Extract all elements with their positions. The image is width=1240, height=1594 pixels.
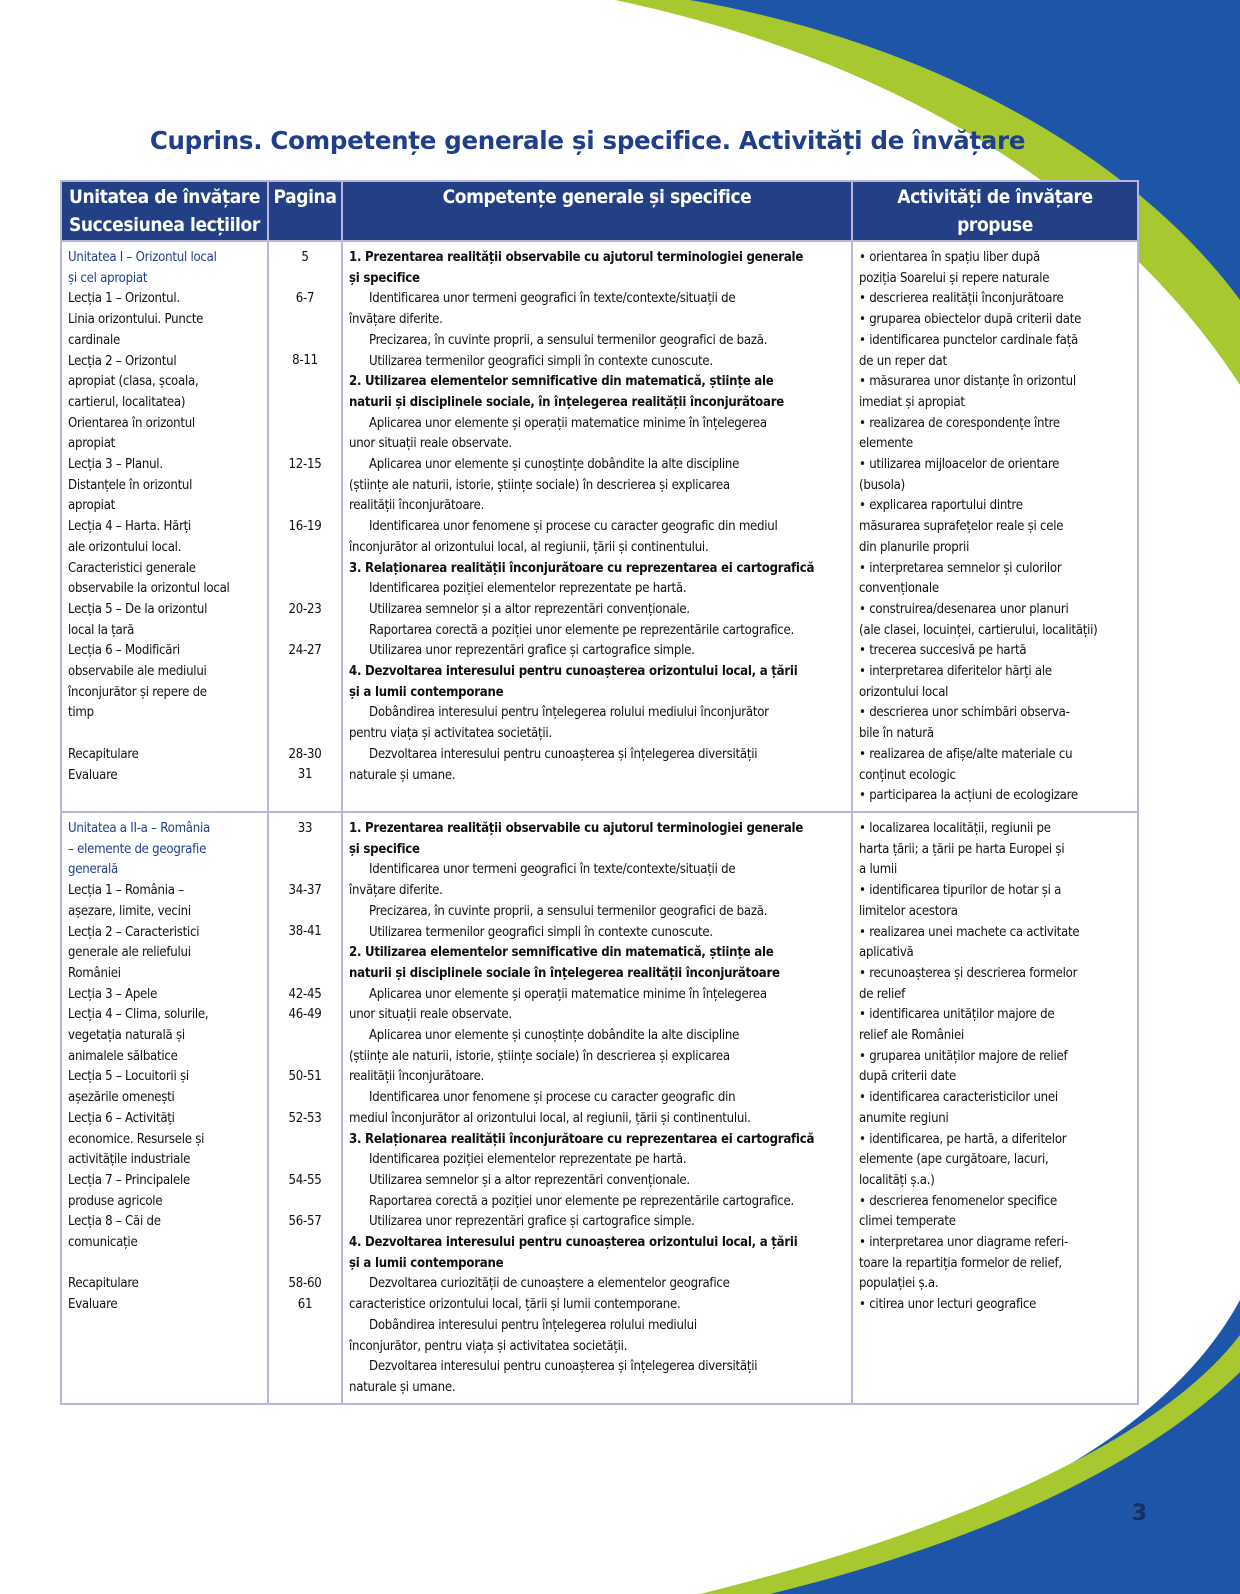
lesson-line: Orientarea în orizontul (68, 415, 195, 431)
header-unit: Unitatea de învățare Succesiunea lecțiilor (61, 181, 268, 241)
page-ref: 58-60 (288, 1276, 322, 1292)
spacer (271, 579, 339, 600)
activity-line: convenționale (859, 581, 939, 597)
activity-line: • interpretarea semnelor și culorilor (859, 560, 1062, 576)
competence-specific-line: învățare diferite. (349, 883, 443, 899)
table-header-row (61, 181, 1138, 241)
lesson-line: ale orizontului local. (68, 539, 182, 555)
unit-lessons-cell (61, 812, 268, 1404)
activity-line: (ale clasei, locuinței, cartierului, localității) (859, 622, 1098, 638)
competence-specific-line: unor situații reale observate. (349, 1007, 512, 1023)
activity-line: • identificarea punctelor cardinale față (859, 332, 1078, 348)
competence-specific-line: Identificarea unor fenomene și procese cu caracter geografic din mediul (369, 519, 778, 535)
lesson-line: Lecția 7 – Principalele (68, 1172, 190, 1188)
spacer (271, 703, 339, 724)
spacer (271, 1047, 339, 1068)
activity-line: • descrierea realității înconjurătoare (859, 291, 1064, 307)
unit-title-line: și cel apropiat (68, 270, 148, 286)
table-body (61, 241, 1138, 1404)
page-ref: 24-27 (288, 643, 322, 659)
unit-lessons-cell (61, 241, 268, 812)
competences-cell (342, 812, 852, 1404)
competence-general-line: 2. Utilizarea elementelor semnificative din matematică, științe ale (349, 374, 774, 390)
lesson-line: apropiat (68, 436, 116, 452)
activity-line: • realizarea de afișe/alte materiale cu (859, 746, 1073, 762)
activity-line: • identificarea unităților majore de (859, 1007, 1055, 1023)
spacer (271, 269, 339, 290)
lesson-line: Evaluare (68, 767, 118, 783)
competence-general-line: 3. Relaționarea realității înconjurătoare cu reprezentarea ei cartografică (349, 560, 815, 576)
activity-line: conținut ecologic (859, 767, 956, 783)
lesson-line: cartierul, localitatea) (68, 394, 186, 410)
activity-line: • realizarea de corespondențe între (859, 415, 1060, 431)
page-ref: 52-53 (288, 1110, 322, 1126)
activity-line: • interpretarea diferitelor hărți ale (859, 664, 1052, 680)
lesson-line: Lecția 6 – Activități (68, 1110, 175, 1126)
unit-title-line: Unitatea I – Orizontul local (68, 250, 217, 265)
activity-line: • identificarea, pe hartă, a diferitelor (859, 1131, 1067, 1147)
competence-specific-line: naturale și umane. (349, 1379, 456, 1395)
lesson-line: apropiat (clasa, școala, (68, 374, 199, 390)
lesson-line: animalele sălbatice (68, 1048, 178, 1064)
spacer (271, 331, 339, 352)
competence-specific-line: Utilizarea unor reprezentări grafice și cartografice simple. (369, 643, 695, 659)
competence-specific-line: realității înconjurătoare. (349, 498, 485, 514)
competence-general-line: naturii și disciplinele sociale, în înțelegerea realității înconjurătoare (349, 394, 785, 410)
lesson-line: Lecția 1 – România – (68, 883, 184, 899)
competence-specific-line: Utilizarea unor reprezentări grafice și cartografice simple. (369, 1214, 695, 1230)
lesson-line: Lecția 8 – Căi de (68, 1214, 161, 1230)
competence-general-line: 2. Utilizarea elementelor semnificative din matematică, științe ale (349, 945, 774, 961)
competence-specific-line: Utilizarea semnelor și a altor reprezentări convenționale. (369, 601, 690, 617)
page-ref: 54-55 (288, 1172, 322, 1188)
activity-line: din planurile proprii (859, 539, 970, 555)
activity-line: populației ș.a. (859, 1276, 939, 1292)
activity-line: • construirea/desenarea unor planuri (859, 601, 1069, 617)
competence-specific-line: Utilizarea termenilor geografici simpli în contexte cunoscute. (369, 353, 713, 369)
activity-line: poziția Soarelui și repere naturale (859, 270, 1050, 286)
header-competences: Competențe generale și specifice (342, 181, 852, 241)
lesson-line: vegetația naturală și (68, 1028, 185, 1044)
competence-specific-line: unor situații reale observate. (349, 436, 512, 452)
page-ref: 46-49 (288, 1007, 322, 1023)
competence-general-line: și specifice (349, 841, 420, 857)
spacer (68, 724, 261, 745)
page-number: 3 (1131, 1501, 1147, 1526)
page-ref: 34-37 (288, 883, 322, 899)
unit-title-line: – elemente de geografie (68, 841, 207, 857)
activity-line: elemente (859, 436, 913, 452)
activity-line: • gruparea unităților majore de relief (859, 1048, 1068, 1064)
competence-specific-line: pentru viața și activitatea societății. (349, 726, 552, 742)
spacer (271, 558, 339, 579)
competence-specific-line: caracteristice orizontului local, țării și lumii contemporane. (349, 1297, 681, 1313)
page-ref: 38-41 (288, 924, 322, 940)
spacer (271, 496, 339, 517)
competence-specific-line: Aplicarea unor elemente și cunoștințe dobândite la alte discipline (369, 1028, 740, 1044)
lesson-line: generale ale reliefului (68, 945, 191, 961)
lesson-line: Lecția 4 – Clima, solurile, (68, 1007, 209, 1023)
lesson-line: Lecția 2 – Orizontul (68, 353, 177, 369)
page-ref: 5 (301, 250, 309, 265)
spacer (271, 414, 339, 435)
activity-line: • interpretarea unor diagrame referi- (859, 1235, 1069, 1251)
lesson-line: Lecția 3 – Apele (68, 986, 158, 1002)
spacer (271, 1191, 339, 1212)
spacer (271, 1233, 339, 1254)
lesson-line: Lecția 3 – Planul. (68, 457, 163, 473)
activity-line: • identificarea tipurilor de hotar și a (859, 883, 1062, 899)
competence-specific-line: înconjurător al orizontului local, al regiunii, țării și continentului. (349, 539, 709, 555)
spacer (271, 860, 339, 881)
lesson-line: Recapitulare (68, 1276, 139, 1292)
page-ref: 12-15 (288, 456, 322, 472)
spacer (271, 683, 339, 704)
activity-line: • descrierea fenomenelor specifice (859, 1193, 1057, 1209)
activity-line: limitelor acestora (859, 903, 958, 919)
activity-line: • utilizarea mijloacelor de orientare (859, 457, 1060, 473)
competence-specific-line: înconjurător, pentru viața și activitatea societății. (349, 1338, 628, 1354)
activity-line: • explicarea raportului dintre (859, 498, 1023, 514)
page-ref: 31 (297, 767, 313, 783)
page-ref: 33 (297, 820, 313, 836)
spacer (271, 538, 339, 559)
lesson-line: apropiat (68, 498, 116, 514)
page-ref: 56-57 (288, 1214, 322, 1230)
lesson-line: așezare, limite, vecini (68, 903, 191, 919)
curriculum-table (60, 180, 1139, 1405)
page-ref: 20-23 (288, 601, 322, 617)
page-cell (268, 241, 342, 812)
lesson-line: Lecția 5 – De la orizontul (68, 601, 208, 617)
activity-line: • descrierea unor schimbări observa- (859, 705, 1070, 721)
competence-general-line: 1. Prezentarea realității observabile cu ajutorul terminologiei generale (349, 250, 804, 265)
lesson-line: produse agricole (68, 1193, 163, 1209)
lesson-line: local la țară (68, 622, 135, 638)
competence-specific-line: (științe ale naturii, istorie, științe sociale) în descrierea și explicarea (349, 477, 730, 493)
page-ref: 61 (297, 1296, 313, 1312)
competence-specific-line: Utilizarea semnelor și a altor reprezentări convenționale. (369, 1172, 690, 1188)
activities-cell (852, 241, 1138, 812)
competence-specific-line: Dobândirea interesului pentru înțelegerea rolului mediului înconjurător (369, 705, 769, 721)
competence-general-line: 4. Dezvoltarea interesului pentru cunoașterea orizontului local, a țării (349, 664, 798, 680)
activity-line: de relief (859, 986, 905, 1002)
competence-specific-line: Raportarea corectă a poziției unor elemente pe reprezentările cartografice. (369, 1193, 795, 1209)
competence-specific-line: Identificarea unor termeni geografici în texte/contexte/situații de (369, 291, 736, 307)
lesson-line: Lecția 1 – Orizontul. (68, 291, 180, 307)
spacer (271, 1088, 339, 1109)
spacer (271, 310, 339, 331)
lesson-line: activitățile industriale (68, 1152, 191, 1168)
header-activities: Activități de învățare propuse (852, 181, 1138, 241)
activity-line: • recunoașterea și descrierea formelor (859, 965, 1078, 981)
spacer (271, 943, 339, 964)
competence-specific-line: Precizarea, în cuvinte proprii, a sensului termenilor geografici de bază. (369, 903, 768, 919)
lesson-line: observabile ale mediului (68, 664, 207, 680)
activity-line: a lumii (859, 862, 897, 878)
header-page: Pagina (268, 181, 342, 241)
unit-title-line: Unitatea a II-a – România (68, 820, 210, 836)
activity-line: aplicativă (859, 945, 914, 961)
activities-cell (852, 812, 1138, 1404)
activity-line: • orientarea în spațiu liber după (859, 250, 1040, 265)
activity-line: • realizarea unei machete ca activitate (859, 924, 1080, 940)
activity-line: (busola) (859, 477, 905, 493)
spacer (271, 840, 339, 861)
lesson-line: Evaluare (68, 1297, 118, 1313)
competence-specific-line: învățare diferite. (349, 312, 443, 328)
table-row (61, 241, 1138, 812)
spacer (271, 620, 339, 641)
competence-specific-line: Identificarea poziției elementelor reprezentate pe hartă. (369, 581, 687, 597)
competence-specific-line: Raportarea corectă a poziției unor elemente pe reprezentările cartografice. (369, 622, 795, 638)
lesson-line: Lecția 5 – Locuitorii și (68, 1069, 189, 1085)
competence-specific-line: Precizarea, în cuvinte proprii, a sensului termenilor geografici de bază. (369, 332, 768, 348)
competences-cell (342, 241, 852, 812)
activity-line: orizontului local (859, 684, 949, 700)
competence-specific-line: Identificarea unor termeni geografici în texte/contexte/situații de (369, 862, 736, 878)
activity-line: toare la repartiția formelor de relief, (859, 1255, 1062, 1271)
page-cell (268, 812, 342, 1404)
activity-line: imediat și apropiat (859, 394, 965, 410)
spacer (271, 372, 339, 393)
spacer (271, 724, 339, 745)
lesson-line: Lecția 2 – Caracteristici (68, 924, 200, 940)
lesson-line: Distanțele în orizontul (68, 477, 193, 493)
activity-line: climei temperate (859, 1214, 956, 1230)
spacer (271, 1129, 339, 1150)
curriculum-table-wrapper (60, 180, 1137, 1405)
competence-general-line: și specifice (349, 270, 420, 286)
lesson-line: observabile la orizontul local (68, 581, 230, 597)
activity-line: bile în natură (859, 726, 934, 742)
competence-specific-line: Aplicarea unor elemente și operații matematice minime în înțelegerea (369, 986, 767, 1002)
spacer (68, 1254, 261, 1275)
page-ref: 28-30 (288, 746, 322, 762)
lesson-line: României (68, 965, 121, 981)
spacer (271, 1026, 339, 1047)
competence-specific-line: Dezvoltarea curiozității de cunoaștere a elementelor geografice (369, 1276, 730, 1292)
lesson-line: Linia orizontului. Puncte (68, 312, 204, 328)
lesson-line: economice. Resursele și (68, 1131, 205, 1147)
spacer (271, 662, 339, 683)
lesson-line: cardinale (68, 332, 121, 348)
activity-line: măsurarea suprafețelor reale și cele (859, 519, 1064, 535)
competence-general-line: naturii și disciplinele sociale în înțelegerea realității înconjurătoare (349, 965, 780, 981)
activity-line: de un reper dat (859, 353, 947, 369)
competence-specific-line: Aplicarea unor elemente și operații matematice minime în înțelegerea (369, 415, 767, 431)
competence-general-line: și a lumii contemporane (349, 684, 504, 700)
spacer (271, 434, 339, 455)
spacer (271, 393, 339, 414)
spacer (271, 1254, 339, 1275)
competence-specific-line: realității înconjurătoare. (349, 1069, 485, 1085)
page-ref: 16-19 (288, 519, 322, 534)
lesson-line: Recapitulare (68, 746, 139, 762)
activity-line: relief ale României (859, 1028, 964, 1044)
lesson-line: timp (68, 705, 94, 721)
activity-line: • participarea la acțiuni de ecologizare (859, 788, 1078, 804)
table-row (61, 812, 1138, 1404)
spacer (271, 1150, 339, 1171)
spacer (271, 476, 339, 497)
competence-specific-line: Dobândirea interesului pentru înțelegerea rolului mediului (369, 1317, 697, 1333)
activity-line: elemente (ape curgătoare, lacuri, (859, 1152, 1049, 1168)
lesson-line: comunicație (68, 1235, 138, 1251)
competence-general-line: 3. Relaționarea realității înconjurătoare cu reprezentarea ei cartografică (349, 1131, 815, 1147)
page-title: Cuprins. Competențe generale și specifice. Activități de învățare (149, 126, 1026, 155)
unit-title-line: generală (68, 862, 118, 878)
activity-line: • măsurarea unor distanțe în orizontul (859, 374, 1076, 390)
page-ref: 50-51 (288, 1069, 322, 1085)
competence-specific-line: Dezvoltarea interesului pentru cunoașterea și înțelegerea diversității (369, 746, 758, 762)
lesson-line: înconjurător și repere de (68, 684, 207, 700)
spacer (271, 902, 339, 923)
spacer (271, 964, 339, 985)
page-ref: 8-11 (292, 353, 318, 369)
activity-line: după criterii date (859, 1069, 957, 1085)
lesson-line: Lecția 4 – Harta. Hărți (68, 519, 192, 535)
page-ref: 42-45 (288, 986, 322, 1002)
lesson-line: Lecția 6 – Modificări (68, 643, 180, 659)
competence-general-line: și a lumii contemporane (349, 1255, 504, 1271)
competence-specific-line: Utilizarea termenilor geografici simpli în contexte cunoscute. (369, 924, 713, 940)
activity-line: anumite regiuni (859, 1110, 949, 1126)
competence-general-line: 1. Prezentarea realității observabile cu ajutorul terminologiei generale (349, 820, 804, 836)
competence-general-line: 4. Dezvoltarea interesului pentru cunoașterea orizontului local, a țării (349, 1235, 798, 1251)
page-ref: 6-7 (295, 291, 315, 307)
competence-specific-line: Identificarea unor fenomene și procese cu caracter geografic din (369, 1090, 736, 1106)
competence-specific-line: Identificarea poziției elementelor reprezentate pe hartă. (369, 1152, 687, 1168)
activity-line: • trecerea succesivă pe hartă (859, 643, 1027, 659)
activity-line: harta țării; a țării pe harta Europei și (859, 841, 1065, 857)
activity-line: • gruparea obiectelor după criterii date (859, 312, 1082, 328)
activity-line: localități ș.a.) (859, 1172, 935, 1188)
activity-line: • identificarea caracteristicilor unei (859, 1090, 1058, 1106)
competence-specific-line: Dezvoltarea interesului pentru cunoașterea și înțelegerea diversității (369, 1359, 758, 1375)
activity-line: • localizarea localității, regiunii pe (859, 820, 1051, 836)
lesson-line: Caracteristici generale (68, 560, 196, 576)
competence-specific-line: naturale și umane. (349, 767, 456, 783)
competence-specific-line: Aplicarea unor elemente și cunoștințe dobândite la alte discipline (369, 457, 740, 473)
competence-specific-line: (științe ale naturii, istorie, științe sociale) în descrierea și explicarea (349, 1048, 730, 1064)
activity-line: • citirea unor lecturi geografice (859, 1297, 1037, 1313)
competence-specific-line: mediul înconjurător al orizontului local, al regiunii, țării și continentului. (349, 1110, 751, 1126)
lesson-line: așezările omenești (68, 1090, 175, 1106)
